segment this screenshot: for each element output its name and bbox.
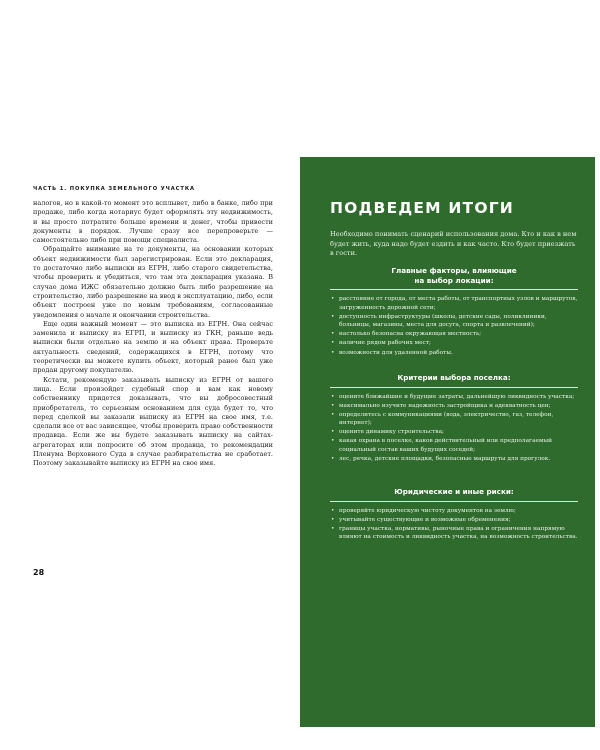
list-item bbox=[330, 507, 578, 516]
bullet-icon: • bbox=[331, 331, 335, 338]
list-item bbox=[330, 402, 578, 411]
list-item-text: оцените ближайшие и будущие затраты, дальнейшую ликвидность участка; bbox=[339, 393, 575, 400]
list-item bbox=[330, 330, 578, 339]
risks-list bbox=[330, 507, 578, 542]
paragraph: Кстати, рекомендую заказывать выписку из ЕГРН от вашего лица. Если произойдет судебный спор и вам как новому собственнику придется доказывать, что вы добросовестный приобретатель, то серьезным основанием для суда будет то, что перед сделкой вы заказали выписку из ЕГРН на свое имя, т.е. сделали все от вас зависящее, чтобы проверить право собственности продавца. Если же вы будете заказывать выписку на сайтах-агрегаторах или попросите об этом продавца, то рекомендации Пленума Верховного Суда в случае разбирательства не сработает. Поэтому заказывайте выписку из ЕГРН на свое имя. bbox=[33, 375, 274, 468]
list-item-text: расстояние от города, от места работы, от транспортных узлов и маршрутов, загруженность дорожной сети; bbox=[339, 296, 578, 311]
bullet-icon: • bbox=[331, 525, 335, 532]
list-item bbox=[330, 339, 578, 348]
list-item bbox=[330, 411, 578, 428]
list-item-text: определитесь с коммуникациями (вода, электричество, газ, телефон, интернет); bbox=[339, 411, 554, 427]
list-item bbox=[330, 313, 578, 330]
list-item-text: проверяйте юридическую чистоту документов на землю; bbox=[339, 507, 516, 514]
section-title-line: на выбор локации: bbox=[414, 275, 494, 285]
body-text bbox=[33, 199, 273, 469]
section-title bbox=[330, 266, 578, 290]
list-item-text: наличие рядом рабочих мест; bbox=[339, 340, 431, 347]
list-item bbox=[330, 437, 578, 454]
section-location-factors bbox=[330, 266, 578, 358]
paragraph: Еще один важный момент — это выписка из ЕГРН. Она сейчас заменила и выписку из ЕГРП, и выписку из ГКН, раньше ведь выписки были отдельно на землю и на объект права. Проверьте актуальность сведений, содержащихся в ЕГРН, потому что теоретически вы можете купить объект, который ранее был уже продан другому покупателю. bbox=[33, 319, 273, 375]
bullet-icon: • bbox=[331, 438, 335, 445]
summary-title: ПОДВЕДЕМ ИТОГИ bbox=[330, 199, 514, 217]
list-item bbox=[330, 428, 578, 437]
bullet-icon: • bbox=[331, 313, 335, 320]
bullet-icon: • bbox=[331, 456, 335, 463]
list-item bbox=[330, 455, 578, 464]
paragraph: налогов, но в какой-то момент это всплывет, либо в банке, либо при продаже, либо когда нотариус будет оформлять эту недвижимость, и вы просто потратите больше времени и денег, чтобы привести документы в порядок. Лучше сразу все перепроверьте — самостоятельно либо при помощи специалиста. bbox=[33, 199, 273, 245]
bullet-icon: • bbox=[331, 402, 335, 409]
list-item-text: учитывайте существующие и возможные обременения; bbox=[339, 516, 511, 523]
bullet-icon: • bbox=[331, 340, 335, 347]
list-item bbox=[330, 349, 578, 358]
bullet-icon: • bbox=[331, 411, 335, 418]
section-title-line: Главные факторы, влияющие bbox=[391, 266, 517, 275]
list-item-text: границы участка, нормативы, рыночные права и ограничения напрямую влияют на стоимость и ликвидность участка, на возможность строительства. bbox=[339, 525, 578, 541]
section-legal-risks bbox=[330, 487, 578, 542]
bullet-icon: • bbox=[331, 429, 335, 436]
bullet-icon: • bbox=[331, 393, 335, 400]
list-item bbox=[330, 525, 578, 542]
list-item-text: возможности для удаленной работы. bbox=[339, 349, 453, 356]
section-title: Юридические и иные риски: bbox=[330, 487, 578, 502]
running-head: ЧАСТЬ 1. ПОКУПКА ЗЕМЕЛЬНОГО УЧАСТКА bbox=[33, 186, 195, 192]
list-item bbox=[330, 393, 578, 402]
bullet-icon: • bbox=[331, 349, 335, 356]
summary-intro: Необходимо понимать сценарий использования дома. Кто и как в нем будет жить, куда надо будет ездить и как часто. Кто будет приезжать в гости. bbox=[330, 230, 577, 257]
list-item-text: максимально изучите надежность застройщика и адекватность цен; bbox=[339, 402, 551, 409]
page-number: 28 bbox=[33, 568, 45, 577]
list-item-text: настолько безопасна окружающая местность; bbox=[339, 331, 482, 338]
section-title: Критерии выбора поселка: bbox=[330, 373, 578, 388]
list-item-text: доступность инфраструктуры (школы, детские сады, поликлиники, больницы, магазины, места для досуга, спорта и развлечений); bbox=[339, 313, 547, 329]
factor-list bbox=[330, 295, 578, 357]
section-village-criteria bbox=[330, 373, 578, 464]
bullet-icon: • bbox=[331, 507, 335, 514]
list-item-text: оцените динамику строительства; bbox=[339, 429, 444, 436]
list-item bbox=[330, 295, 578, 312]
paragraph: Обращайте внимание на те документы, на основании которых объект недвижимости был зарегистрирован. Если это декларация, то достаточно либо выписки из ЕГРН, либо старого свидетельства, чтобы проверить и убедиться, что там эта декларация указана. В случае дома ИЖС обязательно должно быть либо разрешение на строительство, либо разрешение на ввод в эксплуатацию, либо, если объект построен уже по новым требованиям, согласованные уведомления о начале и окончании строительства. bbox=[33, 245, 273, 319]
bullet-icon: • bbox=[331, 296, 335, 302]
bullet-icon: • bbox=[331, 516, 335, 523]
summary-panel bbox=[300, 157, 595, 727]
list-item-text: какая охрана в поселке, каков действительный или предполагаемый социальный состав ваших будущих соседей; bbox=[339, 438, 552, 454]
list-item-text: лес, речка, детские площадки, безопасные маршруты для прогулок. bbox=[339, 456, 551, 463]
criteria-list bbox=[330, 393, 578, 464]
list-item bbox=[330, 516, 578, 525]
